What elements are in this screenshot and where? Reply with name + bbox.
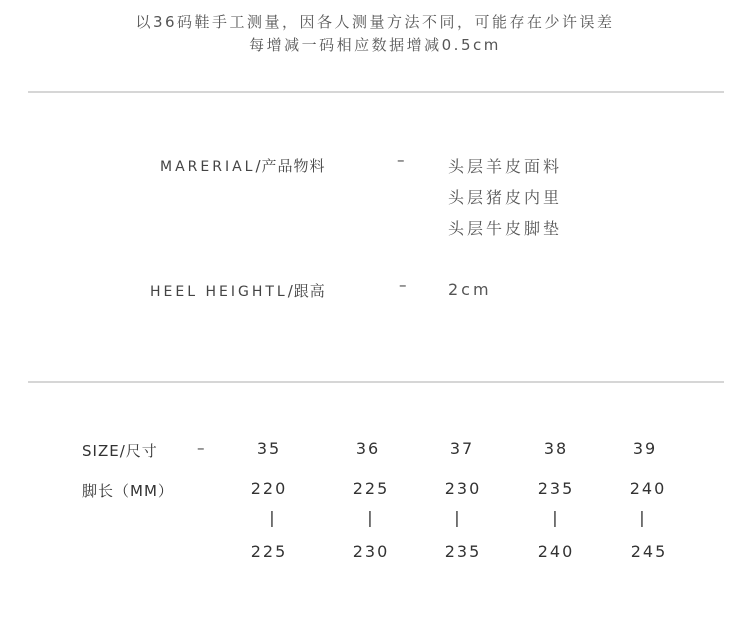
heel-height-label-en: HEEL HEIGHTL xyxy=(150,284,288,300)
foot-length-max-37: 235 xyxy=(444,542,482,561)
foot-length-min-36: 225 xyxy=(352,479,390,498)
range-separator: | xyxy=(269,508,275,527)
material-value-3: 头层牛皮脚垫 xyxy=(448,219,563,238)
range-separator: | xyxy=(552,508,558,527)
size-39: 39 xyxy=(632,439,658,458)
range-separator: | xyxy=(454,508,460,527)
foot-length-min-37: 230 xyxy=(444,479,482,498)
foot-length-max-36: 230 xyxy=(352,542,390,561)
size-36: 36 xyxy=(355,439,381,458)
size-label: SIZE/尺寸 xyxy=(82,442,158,460)
material-label-cn: /产品物料 xyxy=(255,157,326,175)
heel-height-label xyxy=(150,280,326,301)
range-separator: | xyxy=(639,508,645,527)
foot-length-label: 脚长（MM） xyxy=(82,482,174,500)
size-35: 35 xyxy=(256,439,282,458)
foot-length-max-39: 245 xyxy=(630,542,668,561)
divider-top xyxy=(28,91,724,93)
foot-length-min-39: 240 xyxy=(629,479,667,498)
range-separator: | xyxy=(367,508,373,527)
material-dash: – xyxy=(397,151,405,169)
foot-length-max-35: 225 xyxy=(250,542,288,561)
material-label-en: MARERIAL xyxy=(160,159,256,175)
material-value-2: 头层猪皮内里 xyxy=(448,188,563,207)
size-increment-note: 每增减一码相应数据增减0.5cm xyxy=(249,36,501,54)
heel-height-label-cn: /跟高 xyxy=(287,282,326,300)
size-37: 37 xyxy=(449,439,475,458)
size-dash: – xyxy=(197,439,205,457)
foot-length-max-38: 240 xyxy=(537,542,575,561)
size-38: 38 xyxy=(543,439,569,458)
heel-height-value: 2cm xyxy=(448,280,492,299)
foot-length-min-38: 235 xyxy=(537,479,575,498)
material-label xyxy=(160,155,326,176)
divider-middle xyxy=(28,381,724,383)
measurement-note: 以36码鞋手工测量，因各人测量方法不同，可能存在少许误差 xyxy=(135,13,615,31)
foot-length-min-35: 220 xyxy=(250,479,288,498)
material-value-1: 头层羊皮面料 xyxy=(448,157,563,176)
heel-height-dash: – xyxy=(399,276,407,294)
